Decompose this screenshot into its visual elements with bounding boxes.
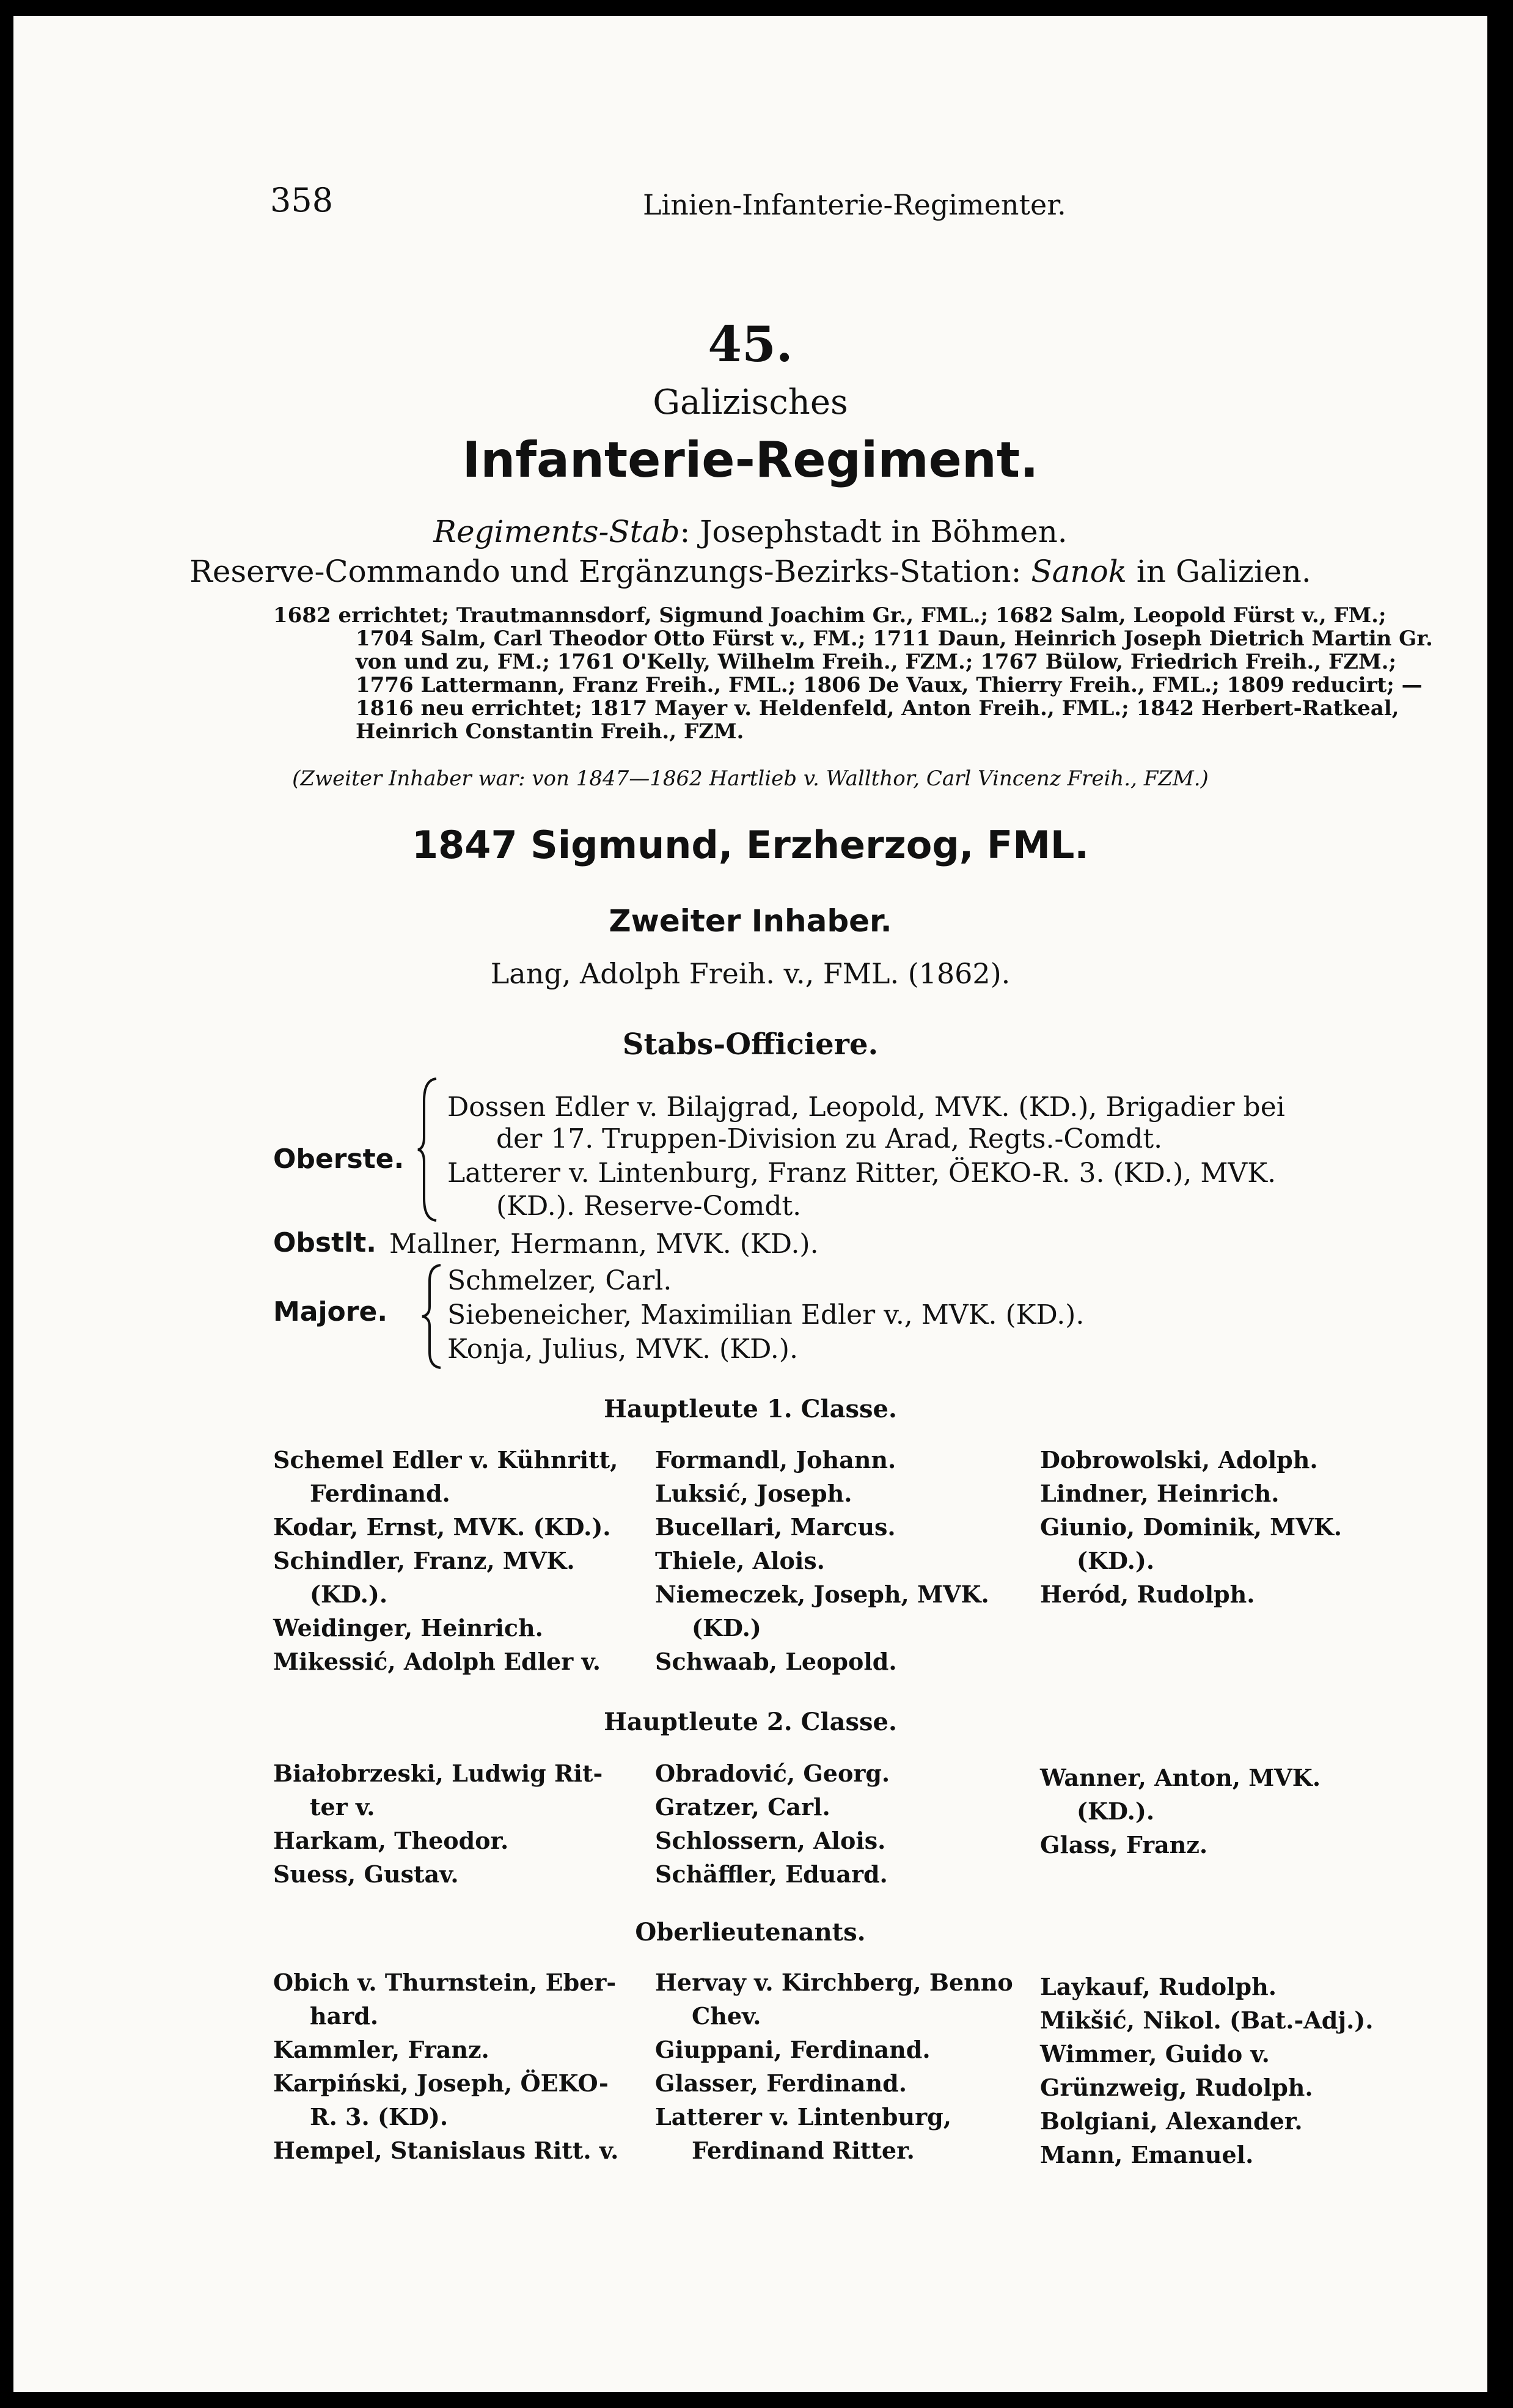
officer-entry: Dobrowolski, Adolph. xyxy=(1040,1446,1318,1474)
oberlieutenants-col1 xyxy=(273,1966,640,2167)
hauptleute-1-col1 xyxy=(273,1443,640,1678)
hauptleute-1-col2 xyxy=(655,1443,1022,1678)
running-title: Linien-Infanterie-Regimenter. xyxy=(643,188,1066,221)
officer-entry: Lindner, Heinrich. xyxy=(1040,1480,1280,1507)
major-entry: Konja, Julius, MVK. (KD.). xyxy=(447,1334,798,1365)
page xyxy=(13,16,1487,2392)
oberste-label: Oberste. xyxy=(273,1143,405,1175)
history-line: 1816 neu errichtet; 1817 Mayer v. Heldenfeld, Anton Freih., FML.; 1842 Herbert-Ratkeal, xyxy=(356,696,1399,721)
officer-entry: Mann, Emanuel. xyxy=(1040,2141,1254,2168)
major-entry: Siebeneicher, Maximilian Edler v., MVK. (KD.). xyxy=(447,1299,1085,1331)
officer-entry-cont: (KD.). xyxy=(1077,1547,1155,1574)
officer-entry: Wimmer, Guido v. xyxy=(1040,2040,1270,2068)
officer-entry-cont: Chev. xyxy=(692,2002,761,2030)
officer-entry-cont: (KD.). xyxy=(310,1580,388,1608)
officer-entry: Schlossern, Alois. xyxy=(655,1827,886,1854)
reserve-region: in Galizien. xyxy=(1136,554,1311,589)
oberst-entry-line: Latterer v. Lintenburg, Franz Ritter, ÖEKO-R. 3. (KD.), MVK. xyxy=(447,1158,1277,1189)
hauptleute-2-col3 xyxy=(1040,1761,1388,1862)
obstlt-entry: Mallner, Hermann, MVK. (KD.). xyxy=(389,1228,819,1260)
officer-entry: Schemel Edler v. Kühnritt, xyxy=(273,1446,618,1474)
officer-entry: Obradović, Georg. xyxy=(655,1760,890,1787)
officer-entry: Thiele, Alois. xyxy=(655,1547,825,1574)
zweiter-inhaber-name: Lang, Adolph Freih. v., FML. (1862). xyxy=(490,957,1011,990)
hauptleute-2-heading: Hauptleute 2. Classe. xyxy=(604,1708,897,1736)
stab-value: Josephstadt in Böhmen. xyxy=(700,514,1068,549)
officer-entry: Formandl, Johann. xyxy=(655,1446,896,1474)
officer-entry-cont: Ferdinand. xyxy=(310,1480,450,1507)
page-number: 358 xyxy=(270,181,334,219)
reserve-label: Reserve-Commando und Ergänzungs-Bezirks-Station xyxy=(189,554,1011,589)
regiment-title: Infanterie-Regiment. xyxy=(462,431,1039,488)
oberlieutenants-col2 xyxy=(655,1966,1022,2167)
officer-entry: Niemeczek, Joseph, MVK. xyxy=(655,1580,989,1608)
history-line: 1704 Salm, Carl Theodor Otto Fürst v., FM.; 1711 Daun, Heinrich Joseph Dietrich Martin Gr. xyxy=(356,626,1433,651)
stab-label: Regiments-Stab xyxy=(433,514,680,549)
officer-entry: Schäffler, Eduard. xyxy=(655,1860,888,1888)
officer-entry: Luksić, Joseph. xyxy=(655,1480,852,1507)
history-line: Heinrich Constantin Freih., FZM. xyxy=(356,719,744,744)
officer-entry: Giuppani, Ferdinand. xyxy=(655,2036,931,2063)
officer-entry: Mikšić, Nikol. (Bat.-Adj.). xyxy=(1040,2006,1374,2034)
officer-entry-cont: (KD.) xyxy=(692,1614,761,1642)
officer-entry-cont: (KD.). xyxy=(1077,1797,1155,1825)
officer-entry: Mikessić, Adolph Edler v. xyxy=(273,1648,601,1675)
regiment-region: Galizisches xyxy=(653,383,848,422)
officer-entry: Harkam, Theodor. xyxy=(273,1827,509,1854)
officer-entry: Glasser, Ferdinand. xyxy=(655,2069,907,2097)
regiment-history xyxy=(273,603,1433,744)
officer-entry: Obich v. Thurnstein, Eber- xyxy=(273,1969,617,1996)
officer-entry: Grünzweig, Rudolph. xyxy=(1040,2074,1313,2101)
obstlt-label: Obstlt. xyxy=(273,1227,376,1258)
oberlieutenants-col3 xyxy=(1040,1970,1388,2171)
officer-entry: Schwaab, Leopold. xyxy=(655,1648,897,1675)
officer-entry: Heród, Rudolph. xyxy=(1040,1580,1255,1608)
officer-entry: Kodar, Ernst, MVK. (KD.). xyxy=(273,1513,611,1541)
officer-entry: Bolgiani, Alexander. xyxy=(1040,2107,1303,2135)
regiment-owner: 1847 Sigmund, Erzherzog, FML. xyxy=(412,823,1089,867)
regiments-stab-line: Regiments-Stab: Josephstadt in Böhmen. xyxy=(433,514,1068,549)
officer-entry: Laykauf, Rudolph. xyxy=(1040,1973,1277,2000)
hauptleute-2-col1 xyxy=(273,1756,640,1891)
officer-entry: Hervay v. Kirchberg, Benno xyxy=(655,1969,1013,1996)
oberst-entry-line: (KD.). Reserve-Comdt. xyxy=(496,1191,802,1222)
reserve-line: Reserve-Commando und Ergänzungs-Bezirks-Station: Sanok in Galizien. xyxy=(189,554,1311,589)
officer-entry: Bucellari, Marcus. xyxy=(655,1513,896,1541)
officer-entry: Wanner, Anton, MVK. xyxy=(1040,1764,1321,1791)
hauptleute-1-col3 xyxy=(1040,1443,1388,1611)
officer-entry: Weidinger, Heinrich. xyxy=(273,1614,543,1642)
officer-entry: Schindler, Franz, MVK. xyxy=(273,1547,575,1574)
officer-entry-cont: ter v. xyxy=(310,1793,375,1821)
oberst-entry-line: der 17. Truppen-Division zu Arad, Regts.-Comdt. xyxy=(496,1123,1163,1154)
stabs-officiere-heading: Stabs-Officiere. xyxy=(622,1027,879,1062)
officer-entry: Glass, Franz. xyxy=(1040,1831,1208,1859)
history-line: von und zu, FM.; 1761 O'Kelly, Wilhelm Freih., FZM.; 1767 Bülow, Friedrich Freih., FZM.; xyxy=(356,650,1396,674)
hauptleute-2-col2 xyxy=(655,1756,1022,1891)
reserve-place: Sanok xyxy=(1031,554,1127,589)
officer-entry-cont: hard. xyxy=(310,2002,379,2030)
officer-entry-cont: Ferdinand Ritter. xyxy=(692,2137,915,2164)
officer-entry: Gratzer, Carl. xyxy=(655,1793,830,1821)
majore-brace xyxy=(420,1263,444,1370)
hauptleute-1-heading: Hauptleute 1. Classe. xyxy=(604,1395,897,1423)
oberlieutenants-heading: Oberlieutenants. xyxy=(635,1918,866,1947)
history-line: 1682 errichtet; Trautmannsdorf, Sigmund Joachim Gr., FML.; 1682 Salm, Leopold Fürst v., FM.; xyxy=(273,603,1387,628)
officer-entry: Kammler, Franz. xyxy=(273,2036,489,2063)
officer-entry: Latterer v. Lintenburg, xyxy=(655,2103,951,2131)
officer-entry: Suess, Gustav. xyxy=(273,1860,459,1888)
officer-entry: Białobrzeski, Ludwig Rit- xyxy=(273,1760,603,1787)
oberst-entry-line: Dossen Edler v. Bilajgrad, Leopold, MVK. (KD.), Brigadier bei xyxy=(447,1092,1285,1123)
zweiter-inhaber-heading: Zweiter Inhaber. xyxy=(609,903,892,939)
majore-label: Majore. xyxy=(273,1296,388,1327)
major-entry: Schmelzer, Carl. xyxy=(447,1265,672,1296)
officer-entry: Giunio, Dominik, MVK. xyxy=(1040,1513,1342,1541)
zweiter-inhaber-note: (Zweiter Inhaber war: von 1847—1862 Hartlieb v. Wallthor, Carl Vincenz Freih., FZM.) xyxy=(292,766,1209,791)
officer-entry-cont: R. 3. (KD). xyxy=(310,2103,449,2131)
history-line: 1776 Lattermann, Franz Freih., FML.; 1806 De Vaux, Thierry Freih., FML.; 1809 reducirt; — xyxy=(356,673,1423,697)
officer-entry: Hempel, Stanislaus Ritt. v. xyxy=(273,2137,619,2164)
regiment-number: 45. xyxy=(708,315,793,373)
officer-entry: Karpiński, Joseph, ÖEKO- xyxy=(273,2069,609,2097)
oberste-brace xyxy=(416,1076,440,1223)
